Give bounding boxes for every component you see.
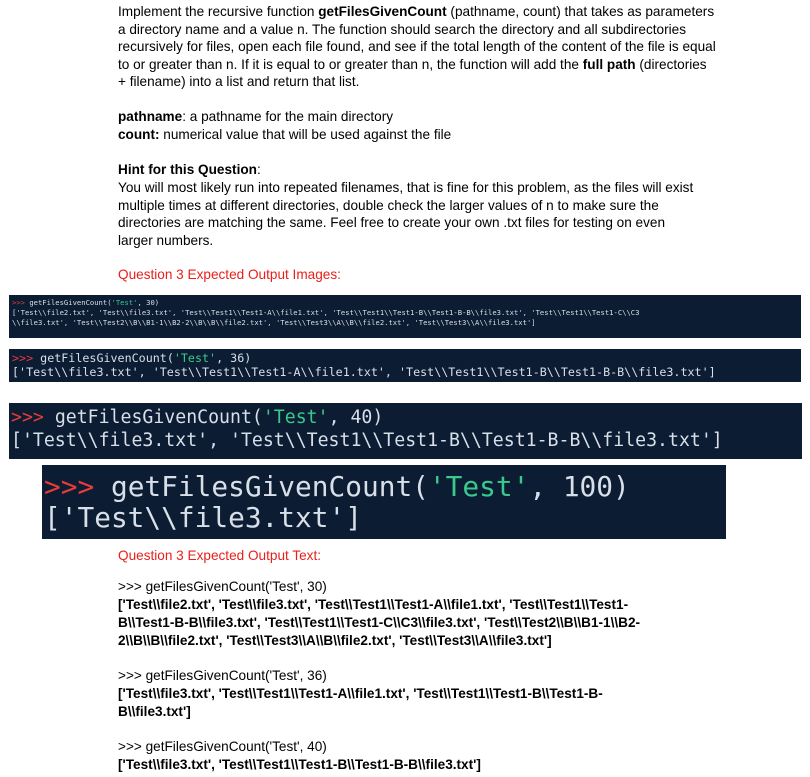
function-name: getFilesGivenCount bbox=[318, 4, 447, 19]
images-heading: Question 3 Expected Output Images: bbox=[118, 267, 341, 282]
text-output-36-line2: B\\file3.txt'] bbox=[118, 704, 191, 719]
full-path-term: full path bbox=[582, 56, 636, 72]
text-call-30: >>> getFilesGivenCount('Test', 30) bbox=[118, 579, 327, 594]
count-desc: numerical value that will be used against the file bbox=[159, 127, 452, 142]
intro-suffix: (directories + filename) into a list and return that list. bbox=[118, 56, 707, 90]
hint-body: You will most likely run into repeated filenames, that is fine for this problem, as the files will exist multiple times at different directories, double check the larger values of n to make sure the directories are matching the same. Feel free to create your own .txt files for testing on even larger numbers. bbox=[118, 180, 694, 248]
text-heading: Question 3 Expected Output Text: bbox=[118, 540, 321, 571]
text-output-30-line1: ['Test\\file2.txt', 'Test\\file3.txt', 'Test\\Test1\\Test1-A\\file1.txt', 'Test\\Test1\\Test1- bbox=[118, 597, 629, 612]
hint-title-text: Hint for this Question bbox=[118, 162, 257, 177]
text-output-30-line3: 2\\B\\B\\file2.txt', 'Test\\Test3\\A\\B\\file2.txt', 'Test\\Test3\\A\\file3.txt'] bbox=[118, 633, 552, 648]
text-call-36: >>> getFilesGivenCount('Test', 36) bbox=[118, 668, 327, 683]
intro-signature: (pathname, count) that takes as parameters a directory name and a value n. The function should search the directory and all subdirectories recursively for files, open each file found, and see if the total length of the content of the file is equal to or greater than n. If it is equal to or greater than n, the function will add the bbox=[118, 4, 716, 72]
hint-title: Hint for this Question: bbox=[118, 162, 261, 177]
problem-description bbox=[118, 3, 718, 91]
terminal-output-100: >>> getFilesGivenCount('Test', 100) ['Test\\file3.txt'] Question 3 Expected Output Text: bbox=[42, 465, 726, 539]
pathname-label: pathname bbox=[118, 109, 183, 124]
text-output-30-line2: B\\Test1-B-B\\file3.txt', 'Test\\Test1\\Test1-C\\C3\\file3.txt', 'Test\\Test2\\B\\B1-1\\B2- bbox=[118, 615, 641, 630]
terminal-output-36: >>> getFilesGivenCount('Test', 36) ['Test\\file3.txt', 'Test\\Test1\\Test1-A\\file1.txt', 'Test\\Test1\\Test1-B\\Test1-B-B\\file3.txt'] bbox=[9, 349, 801, 382]
param-count bbox=[118, 126, 718, 144]
terminal-output-40: >>> getFilesGivenCount('Test', 40) ['Test\\file3.txt', 'Test\\Test1\\Test1-B\\Test1-B-B\\file3.txt'] bbox=[9, 403, 802, 459]
pathname-desc: : a pathname for the main directory bbox=[182, 109, 394, 124]
text-output-36-line1: ['Test\\file3.txt', 'Test\\Test1\\Test1-A\\file1.txt', 'Test\\Test1\\Test1-B\\Test1-B- bbox=[118, 686, 603, 701]
text-call-40: >>> getFilesGivenCount('Test', 40) bbox=[118, 739, 327, 754]
param-pathname bbox=[118, 108, 718, 126]
terminal-output-30: >>> getFilesGivenCount('Test', 30) ['Test\\file2.txt', 'Test\\file3.txt', 'Test\\Test1\\Test1-A\\file1.txt', 'Test\\Test1\\Test1-B\\Test1-B-B\\file3.txt', 'Test\\Test1\\Test1-C\\C3 \\file3.txt', 'Test\\Test2\\B\\B1-1\\B2-2\\B\\B\\file2.txt', 'Test\\Test3\\A\\B\\file2.txt', 'Test\\Test3\\A\\file3.txt'] bbox=[9, 295, 801, 338]
intro-prefix: Implement the recursive function bbox=[118, 4, 319, 19]
text-output-40-line1: ['Test\\file3.txt', 'Test\\Test1\\Test1-B\\Test1-B-B\\file3.txt'] bbox=[118, 757, 481, 772]
count-label: count: bbox=[118, 127, 160, 142]
